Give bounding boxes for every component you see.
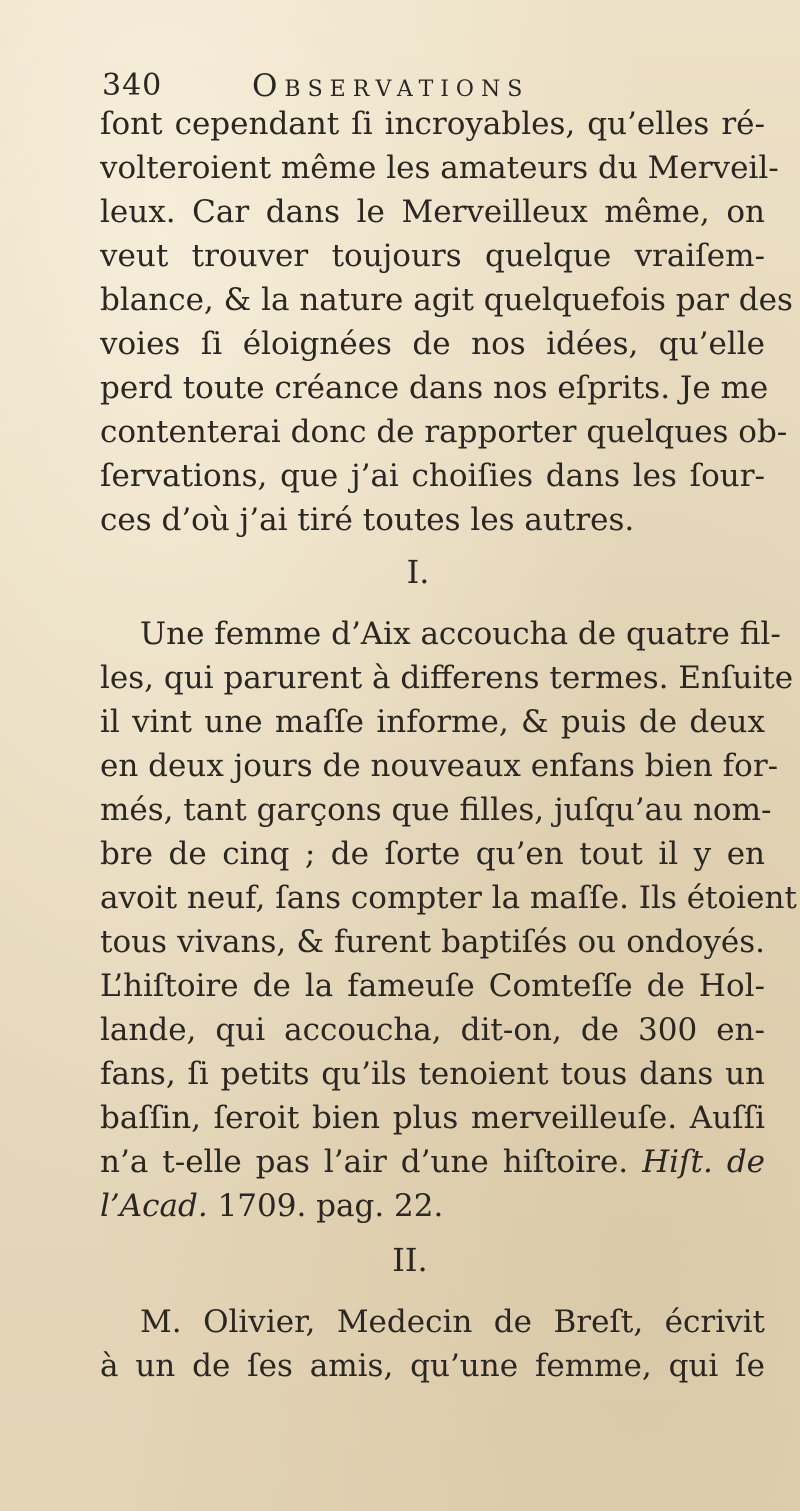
text-line: ces d’où j’ai tiré toutes les autres. <box>100 502 635 538</box>
text-line: ſervations, que j’ai choiſies dans les ſour- <box>100 458 765 494</box>
text-line: Une femme d’Aix accoucha de quatre fil- <box>140 616 781 652</box>
text-line: en deux jours de nouveaux enfans bien for- <box>100 748 779 784</box>
text-line: L’hiſtoire de la fameuſe Comteſſe de Hol- <box>100 968 765 1004</box>
text-line: lande, qui accoucha, dit-on, de 300 en- <box>100 1012 765 1048</box>
text-line: baſſin, ſeroit bien plus merveilleuſe. Auſſi <box>100 1100 765 1136</box>
section-numeral: I. <box>406 553 430 591</box>
text-line: contenterai donc de rapporter quelques ob- <box>100 414 788 450</box>
text-line: voies ſi éloignées de nos idées, qu’elle <box>100 326 765 362</box>
text-line: perd toute créance dans nos eſprits. Je me <box>100 370 769 406</box>
section-numeral: II. <box>392 1241 428 1279</box>
text-line: tous vivans, & furent baptiſés ou ondoyés. <box>100 924 765 960</box>
text-line: les, qui parurent à differens termes. Enſuite <box>100 660 794 696</box>
text-line: M. Olivier, Medecin de Breſt, écrivit <box>140 1304 765 1340</box>
text-line: veut trouver toujours quelque vraiſem- <box>100 238 765 274</box>
text-line: à un de ſes amis, qu’une femme, qui ſe <box>100 1348 765 1384</box>
text-line: avoit neuf, ſans compter la maſſe. Ils étoient <box>100 880 797 916</box>
running-title: Observations <box>252 68 530 104</box>
citation-italic: l’Acad. <box>100 1188 208 1224</box>
citation-reference: 1709. pag. 22. <box>217 1188 444 1224</box>
citation-line <box>100 1184 765 1228</box>
text-line: ſont cependant ſi incroyables, qu’elles ré- <box>100 106 765 142</box>
text-line: il vint une maſſe informe, & puis de deux <box>100 704 765 740</box>
text-line: més, tant garçons que filles, juſqu’au nom- <box>100 792 772 828</box>
text-line: bre de cinq ; de ſorte qu’en tout il y en <box>100 836 765 872</box>
page-number: 340 <box>102 68 163 103</box>
text-line: blance, & la nature agit quelquefois par des <box>100 282 793 318</box>
text-line-with-citation <box>100 1140 765 1184</box>
text-line: leux. Car dans le Merveilleux même, on <box>100 194 765 230</box>
text-fragment: n’a t-elle pas l’air d’une hiſtoire. <box>100 1144 629 1180</box>
text-line: volteroient même les amateurs du Merveil- <box>100 150 779 186</box>
text-line: fans, ſi petits qu’ils tenoient tous dans un <box>100 1056 765 1092</box>
citation-italic: Hiſt. de <box>642 1144 766 1180</box>
